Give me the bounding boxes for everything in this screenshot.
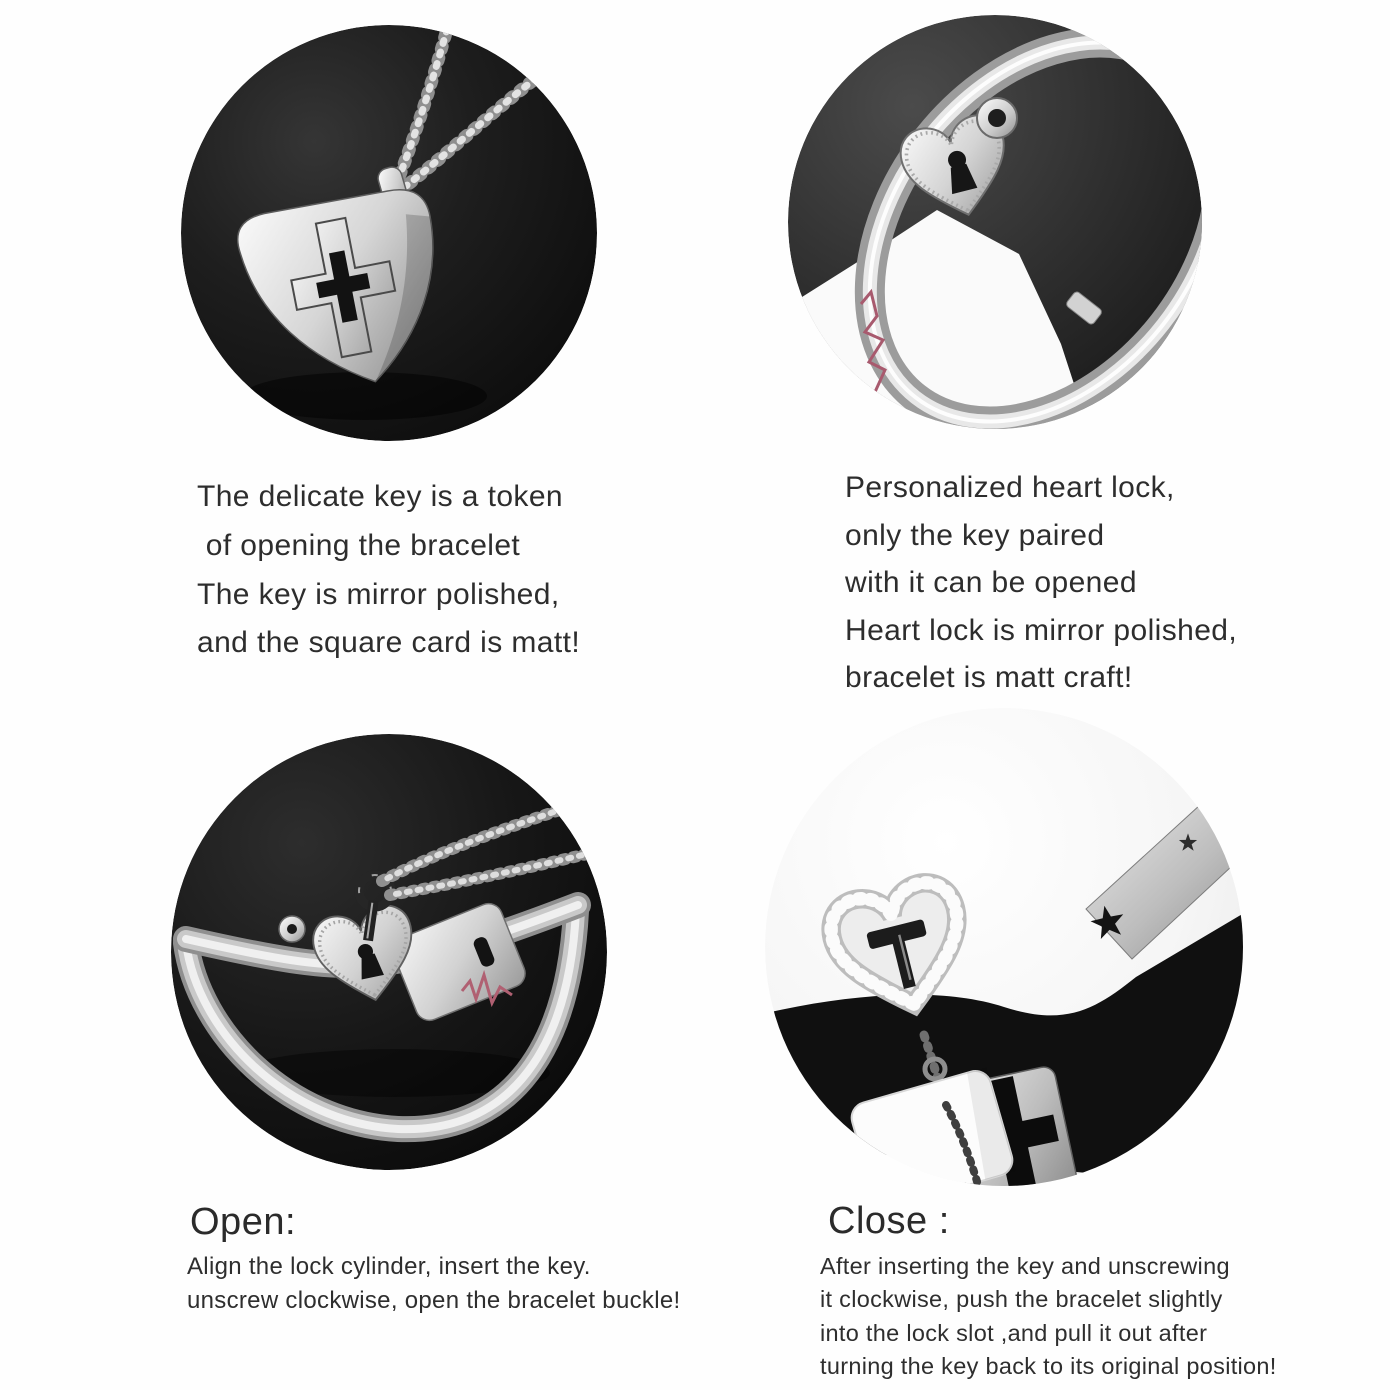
caption-close-line-3: into the lock slot ,and pull it out after bbox=[820, 1319, 1208, 1346]
caption-close bbox=[820, 1250, 1277, 1384]
caption-heart-lock-line-2: only the key paired bbox=[845, 518, 1105, 552]
caption-key-token bbox=[197, 473, 580, 668]
caption-close-line-2: it clockwise, push the bracelet slightly bbox=[820, 1286, 1223, 1313]
caption-open-line-2: unscrew clockwise, open the bracelet buckle! bbox=[187, 1287, 681, 1314]
bangle-photo-illustration bbox=[787, 14, 1203, 430]
caption-close-line-1: After inserting the key and unscrewing bbox=[820, 1253, 1230, 1279]
close-step-photo-illustration bbox=[764, 707, 1244, 1187]
photo-bangle-heart-lock bbox=[787, 14, 1203, 430]
open-heading: Open: bbox=[190, 1201, 297, 1243]
caption-heart-lock-line-1: Personalized heart lock, bbox=[845, 471, 1175, 504]
open-step-photo-illustration bbox=[170, 733, 608, 1171]
photo-necklace-cross-key bbox=[180, 24, 598, 442]
photo-bangle-key-inserted bbox=[170, 733, 608, 1171]
caption-key-token-line-3: The key is mirror polished, bbox=[197, 577, 560, 611]
caption-heart-lock-line-5: bracelet is matt craft! bbox=[845, 661, 1133, 695]
caption-open-line-1: Align the lock cylinder, insert the key. bbox=[187, 1253, 591, 1280]
band-screw bbox=[279, 916, 305, 942]
caption-heart-lock bbox=[845, 464, 1237, 702]
caption-key-token-line-1: The delicate key is a token bbox=[197, 480, 563, 513]
caption-key-token-line-2: of opening the bracelet bbox=[197, 528, 521, 562]
caption-open bbox=[187, 1250, 680, 1318]
photo-crystal-heart-closeup bbox=[764, 707, 1244, 1187]
caption-heart-lock-line-3: with it can be opened bbox=[845, 566, 1137, 600]
necklace-photo-illustration bbox=[180, 24, 598, 442]
close-heading: Close : bbox=[828, 1200, 950, 1242]
caption-heart-lock-line-4: Heart lock is mirror polished, bbox=[845, 613, 1238, 647]
caption-close-line-4: turning the key back to its original position! bbox=[820, 1353, 1277, 1380]
caption-key-token-line-4: and the square card is matt! bbox=[197, 626, 581, 660]
pendant-shadow bbox=[243, 372, 487, 420]
lock-screw bbox=[977, 98, 1017, 138]
